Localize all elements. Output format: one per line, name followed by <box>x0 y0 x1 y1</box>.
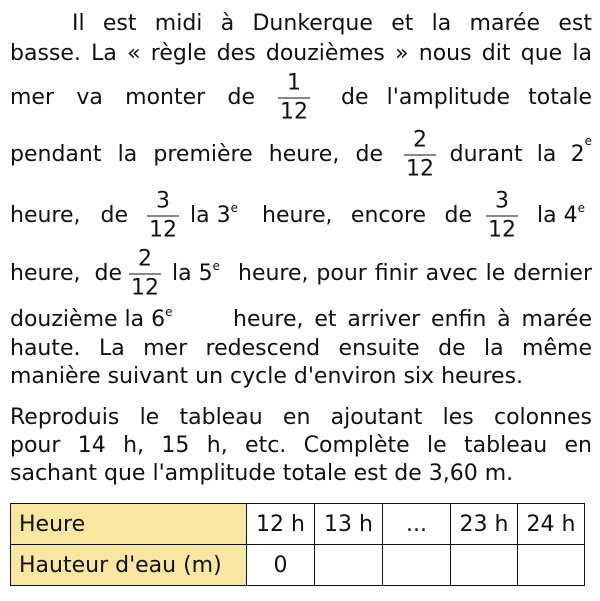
table-cell: ... <box>383 504 451 545</box>
text-segment: mer va monter de <box>10 85 255 110</box>
fraction-numerator: 2 <box>138 246 152 272</box>
fraction-1-12 <box>278 70 310 125</box>
text-line <box>10 306 592 334</box>
text-line <box>10 10 592 38</box>
text-line <box>10 70 592 125</box>
ordinal-suffix: e <box>584 134 592 148</box>
text-segment-group <box>447 134 592 169</box>
fraction-numerator: 2 <box>413 127 427 153</box>
table-row-heights <box>11 545 585 586</box>
text-segment: manière suivant un cycle d'environ six heures. <box>10 364 524 389</box>
text-segment: basse. La « règle des douzièmes » nous dit que la <box>10 41 592 66</box>
text-segment: heure, et arriver enfin à marée <box>233 307 592 332</box>
text-segment: la 4 <box>537 203 578 228</box>
text-segment-group <box>172 260 220 288</box>
text-segment: Reproduis le tableau en ajoutant les colonnes <box>10 405 592 430</box>
text-line <box>10 335 592 363</box>
text-segment: heure, de <box>10 261 122 286</box>
table-cell: 23 h <box>451 504 518 545</box>
table-cell <box>451 545 518 586</box>
text-line <box>10 432 592 460</box>
table-row-hours <box>11 504 585 545</box>
text-segment: haute. La mer redescend ensuite de la même <box>10 336 592 361</box>
text-segment: Il est midi à Dunkerque et la marée est <box>72 11 592 36</box>
fraction-denominator: 12 <box>280 99 308 125</box>
table-cell <box>518 545 585 586</box>
ordinal-suffix: e <box>577 201 585 215</box>
text-segment: heure, encore de <box>262 203 472 228</box>
fraction-denominator: 12 <box>131 275 159 301</box>
text-line <box>10 404 592 432</box>
fraction-numerator: 3 <box>495 188 509 214</box>
table-cell: 0 <box>247 545 315 586</box>
text-segment: la 5 <box>172 261 213 286</box>
text-segment-group <box>190 202 238 230</box>
table-cell <box>315 545 383 586</box>
row-header-hour: Heure <box>11 504 247 545</box>
text-line <box>10 460 592 488</box>
text-segment: heure, pour finir avec le dernier <box>238 261 592 286</box>
fraction-denominator: 12 <box>488 217 516 243</box>
text-segment-group <box>537 202 585 230</box>
fraction-denominator: 12 <box>406 156 434 182</box>
fraction-numerator: 3 <box>156 188 170 214</box>
text-line <box>10 40 592 68</box>
text-segment: douzième la 6 <box>10 307 166 332</box>
text-line <box>10 246 592 301</box>
text-segment: durant la 2 <box>449 142 585 167</box>
fraction-3-12 <box>147 188 179 243</box>
text-line <box>10 188 592 243</box>
fraction-2-12 <box>404 127 436 182</box>
text-line <box>10 363 592 391</box>
text-segment: de l'amplitude totale <box>341 85 592 110</box>
text-segment-group <box>10 306 173 334</box>
ordinal-suffix: e <box>230 201 238 215</box>
table-cell: 24 h <box>518 504 585 545</box>
table-cell: 12 h <box>247 504 315 545</box>
text-segment: pour 14 h, 15 h, etc. Complète le tableau en <box>10 433 592 458</box>
fraction-numerator: 1 <box>287 70 301 96</box>
fraction-3-12-second <box>486 188 518 243</box>
text-segment: sachant que l'amplitude totale est de 3,60 m. <box>10 461 514 486</box>
fraction-2-12-second <box>129 246 161 301</box>
ordinal-suffix: e <box>165 305 173 319</box>
row-header-height: Hauteur d'eau (m) <box>11 545 247 586</box>
ordinal-suffix: e <box>212 259 220 273</box>
tide-table <box>10 503 585 586</box>
fraction-denominator: 12 <box>149 217 177 243</box>
text-line <box>10 127 592 182</box>
table-cell <box>383 545 451 586</box>
table-cell: 13 h <box>315 504 383 545</box>
text-segment: la 3 <box>190 203 231 228</box>
text-segment: heure, de <box>10 203 128 228</box>
text-segment: pendant la première heure, de <box>10 142 383 167</box>
